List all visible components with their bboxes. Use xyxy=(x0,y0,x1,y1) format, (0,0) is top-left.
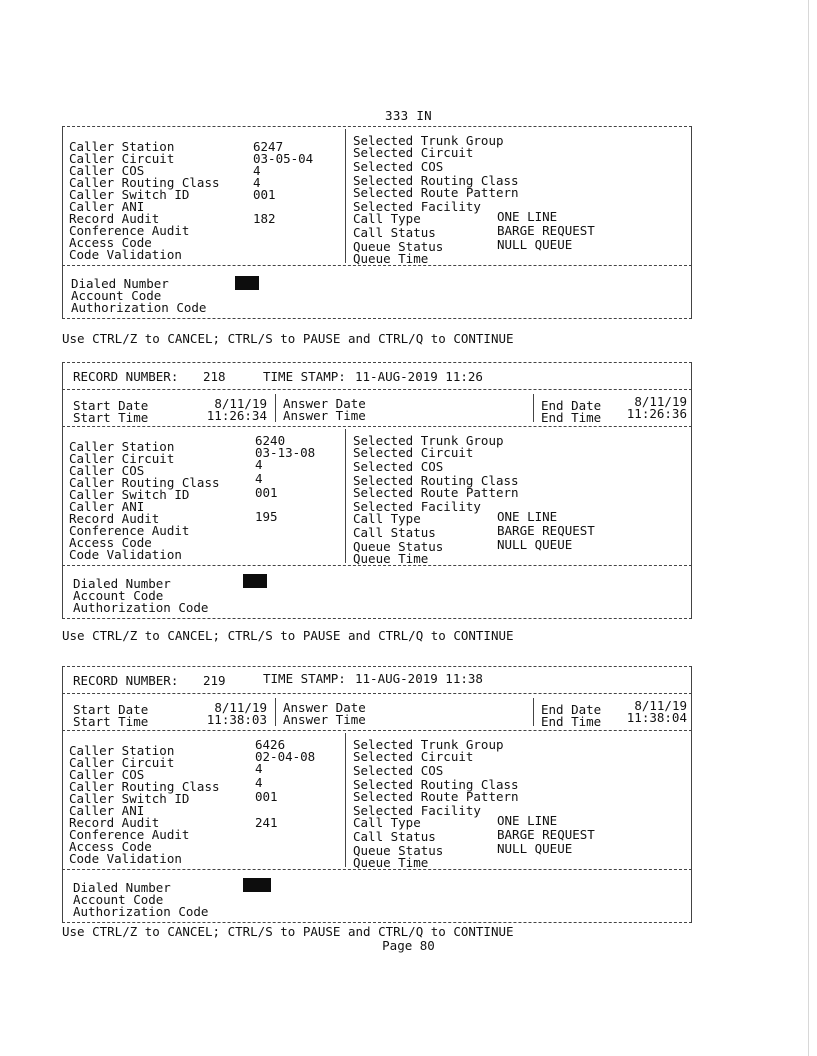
conference-audit-label: Conference Audit xyxy=(69,223,190,238)
call-record-219 xyxy=(62,666,692,923)
caller-switch-id-value: 001 xyxy=(253,187,276,202)
answer-time-label: Answer Time xyxy=(283,408,366,423)
caller-cos-label: Caller COS xyxy=(69,767,145,782)
access-code-label: Access Code xyxy=(69,535,152,550)
caller-switch-id-value: 001 xyxy=(255,485,278,500)
caller-switch-id-value: 001 xyxy=(255,789,278,804)
call-type-value: ONE LINE xyxy=(497,209,558,224)
page-edge xyxy=(808,0,809,1056)
caller-cos-label: Caller COS xyxy=(69,463,145,478)
authorization-code-label: Authorization Code xyxy=(73,600,209,615)
record-number-value: 218 xyxy=(203,369,226,384)
selected-route-pattern-label: Selected Route Pattern xyxy=(353,485,519,500)
control-instructions: Use CTRL/Z to CANCEL; CTRL/S to PAUSE and CTRL/Q to CONTINUE xyxy=(62,924,514,939)
caller-section xyxy=(62,426,692,565)
page-footer: Page 80 xyxy=(382,938,435,953)
answer-date-label: Answer Date xyxy=(283,700,366,715)
date-section xyxy=(62,389,692,426)
authorization-code-label: Authorization Code xyxy=(71,300,207,315)
selected-trunk-group-label: Selected Trunk Group xyxy=(353,737,504,752)
selected-trunk-group-label: Selected Trunk Group xyxy=(353,433,504,448)
end-date-label: End Date xyxy=(541,398,602,413)
call-type-value: ONE LINE xyxy=(497,509,558,524)
caller-cos-value: 4 xyxy=(255,761,263,776)
end-date-value: 8/11/19 xyxy=(634,394,687,409)
caller-routing-class-value: 4 xyxy=(255,471,263,486)
selected-facility-label: Selected Facility xyxy=(353,499,481,514)
caller-switch-id-label: Caller Switch ID xyxy=(69,487,190,502)
answer-date-label: Answer Date xyxy=(283,396,366,411)
conference-audit-label: Conference Audit xyxy=(69,523,190,538)
selected-trunk-group-label: Selected Trunk Group xyxy=(353,133,504,148)
caller-cos-value: 4 xyxy=(253,163,261,178)
dialed-section xyxy=(62,869,692,923)
selected-routing-class-label: Selected Routing Class xyxy=(353,173,519,188)
end-time-label: End Time xyxy=(541,714,602,729)
record-audit-value: 182 xyxy=(253,211,276,226)
authorization-code-label: Authorization Code xyxy=(73,904,209,919)
code-validation-label: Code Validation xyxy=(69,247,182,262)
redaction-block xyxy=(235,276,259,290)
call-record-218 xyxy=(62,362,692,619)
caller-station-value: 6426 xyxy=(255,737,286,752)
account-code-label: Account Code xyxy=(73,588,164,603)
end-time-value: 11:38:04 xyxy=(626,710,687,725)
selected-circuit-label: Selected Circuit xyxy=(353,445,474,460)
caller-switch-id-label: Caller Switch ID xyxy=(69,187,190,202)
call-status-label: Call Status xyxy=(353,525,436,540)
start-time-value: 11:26:34 xyxy=(206,408,267,423)
caller-section xyxy=(62,730,692,869)
caller-circuit-value: 02-04-08 xyxy=(255,749,316,764)
queue-status-label: Queue Status xyxy=(353,843,444,858)
caller-routing-class-label: Caller Routing Class xyxy=(69,175,220,190)
selected-route-pattern-label: Selected Route Pattern xyxy=(353,789,519,804)
selected-circuit-label: Selected Circuit xyxy=(353,145,474,160)
dialed-section xyxy=(62,265,692,319)
call-type-label: Call Type xyxy=(353,211,421,226)
selected-cos-label: Selected COS xyxy=(353,459,444,474)
start-date-label: Start Date xyxy=(73,398,149,413)
answer-time-label: Answer Time xyxy=(283,712,366,727)
code-validation-label: Code Validation xyxy=(69,547,182,562)
caller-routing-class-label: Caller Routing Class xyxy=(69,779,220,794)
start-time-label: Start Time xyxy=(73,410,149,425)
end-time-label: End Time xyxy=(541,410,602,425)
call-record-partial xyxy=(62,126,692,319)
queue-status-label: Queue Status xyxy=(353,539,444,554)
selected-cos-label: Selected COS xyxy=(353,763,444,778)
caller-routing-class-value: 4 xyxy=(255,775,263,790)
start-date-label: Start Date xyxy=(73,702,149,717)
caller-circuit-label: Caller Circuit xyxy=(69,451,175,466)
access-code-label: Access Code xyxy=(69,839,152,854)
caller-station-value: 6240 xyxy=(255,433,286,448)
caller-section xyxy=(62,126,692,265)
time-stamp-label: TIME STAMP: xyxy=(263,671,346,686)
selected-facility-label: Selected Facility xyxy=(353,199,481,214)
call-status-value: BARGE REQUEST xyxy=(497,827,595,842)
caller-switch-id-label: Caller Switch ID xyxy=(69,791,190,806)
control-instructions: Use CTRL/Z to CANCEL; CTRL/S to PAUSE and CTRL/Q to CONTINUE xyxy=(62,628,514,643)
selected-facility-label: Selected Facility xyxy=(353,803,481,818)
start-date-value: 8/11/19 xyxy=(214,396,267,411)
time-stamp-value: 11-AUG-2019 11:38 xyxy=(355,671,483,686)
code-validation-label: Code Validation xyxy=(69,851,182,866)
selected-circuit-label: Selected Circuit xyxy=(353,749,474,764)
record-audit-label: Record Audit xyxy=(69,511,160,526)
queue-status-value: NULL QUEUE xyxy=(497,841,573,856)
start-time-label: Start Time xyxy=(73,714,149,729)
call-status-value: BARGE REQUEST xyxy=(497,523,595,538)
caller-station-label: Caller Station xyxy=(69,439,175,454)
dialed-number-label: Dialed Number xyxy=(71,276,169,291)
caller-ani-label: Caller ANI xyxy=(69,499,145,514)
control-instructions: Use CTRL/Z to CANCEL; CTRL/S to PAUSE and CTRL/Q to CONTINUE xyxy=(62,331,514,346)
page-header: 333 IN xyxy=(385,108,432,123)
start-time-value: 11:38:03 xyxy=(206,712,267,727)
caller-routing-class-value: 4 xyxy=(253,175,261,190)
call-status-value: BARGE REQUEST xyxy=(497,223,595,238)
start-date-value: 8/11/19 xyxy=(214,700,267,715)
caller-station-label: Caller Station xyxy=(69,743,175,758)
account-code-label: Account Code xyxy=(71,288,162,303)
time-stamp-label: TIME STAMP: xyxy=(263,369,346,384)
end-time-value: 11:26:36 xyxy=(626,406,687,421)
selected-route-pattern-label: Selected Route Pattern xyxy=(353,185,519,200)
time-stamp-value: 11-AUG-2019 11:26 xyxy=(355,369,483,384)
redaction-block xyxy=(243,878,271,892)
record-audit-label: Record Audit xyxy=(69,815,160,830)
dialed-section xyxy=(62,565,692,619)
selected-cos-label: Selected COS xyxy=(353,159,444,174)
date-section xyxy=(62,693,692,730)
call-status-label: Call Status xyxy=(353,829,436,844)
caller-circuit-label: Caller Circuit xyxy=(69,151,175,166)
queue-time-label: Queue Time xyxy=(353,251,429,266)
call-type-label: Call Type xyxy=(353,511,421,526)
caller-station-value: 6247 xyxy=(253,139,284,154)
queue-status-value: NULL QUEUE xyxy=(497,237,573,252)
account-code-label: Account Code xyxy=(73,892,164,907)
caller-circuit-label: Caller Circuit xyxy=(69,755,175,770)
record-audit-value: 195 xyxy=(255,509,278,524)
record-number-value: 219 xyxy=(203,673,226,688)
caller-cos-label: Caller COS xyxy=(69,163,145,178)
record-number-label: RECORD NUMBER: xyxy=(73,673,179,688)
record-header xyxy=(62,666,692,693)
queue-status-value: NULL QUEUE xyxy=(497,537,573,552)
queue-status-label: Queue Status xyxy=(353,239,444,254)
record-number-label: RECORD NUMBER: xyxy=(73,369,179,384)
selected-routing-class-label: Selected Routing Class xyxy=(353,777,519,792)
dialed-number-label: Dialed Number xyxy=(73,880,171,895)
record-audit-label: Record Audit xyxy=(69,211,160,226)
caller-cos-value: 4 xyxy=(255,457,263,472)
caller-circuit-value: 03-13-08 xyxy=(255,445,316,460)
conference-audit-label: Conference Audit xyxy=(69,827,190,842)
caller-station-label: Caller Station xyxy=(69,139,175,154)
call-status-label: Call Status xyxy=(353,225,436,240)
caller-circuit-value: 03-05-04 xyxy=(253,151,314,166)
queue-time-label: Queue Time xyxy=(353,551,429,566)
selected-routing-class-label: Selected Routing Class xyxy=(353,473,519,488)
call-type-value: ONE LINE xyxy=(497,813,558,828)
end-date-value: 8/11/19 xyxy=(634,698,687,713)
caller-routing-class-label: Caller Routing Class xyxy=(69,475,220,490)
record-header xyxy=(62,362,692,389)
caller-ani-label: Caller ANI xyxy=(69,803,145,818)
record-audit-value: 241 xyxy=(255,815,278,830)
queue-time-label: Queue Time xyxy=(353,855,429,870)
end-date-label: End Date xyxy=(541,702,602,717)
call-type-label: Call Type xyxy=(353,815,421,830)
access-code-label: Access Code xyxy=(69,235,152,250)
dialed-number-label: Dialed Number xyxy=(73,576,171,591)
redaction-block xyxy=(243,574,267,588)
caller-ani-label: Caller ANI xyxy=(69,199,145,214)
